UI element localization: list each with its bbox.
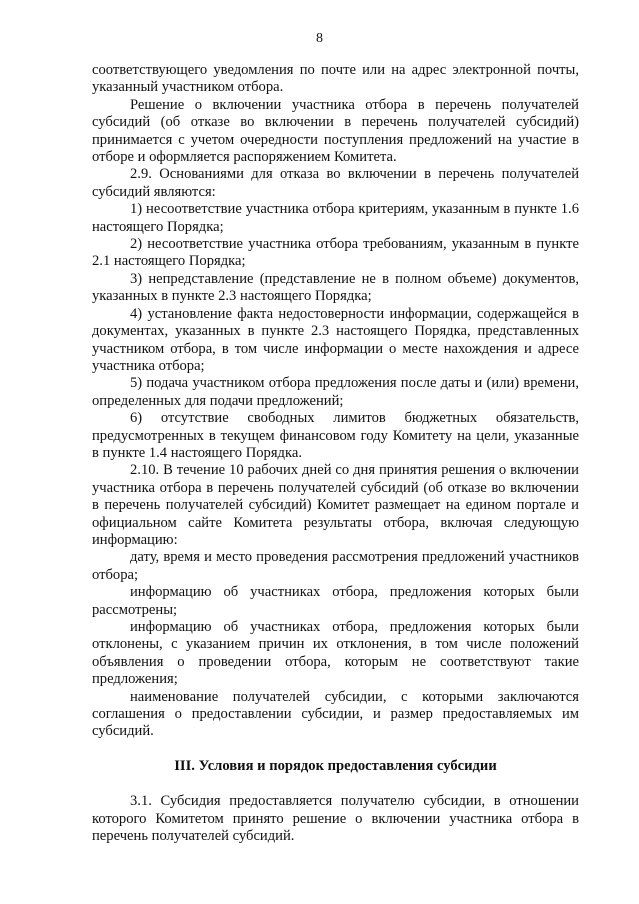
list-item: информацию об участниках отбора, предложения которых были отклонены, с указанием причин их отклонения, в том числе положений объявления о проведении отбора, которым не соответствуют такие предложения; <box>92 619 579 688</box>
list-item: 3) непредставление (представление не в полном объеме) документов, указанных в пункте 2.3 настоящего Порядка; <box>92 270 579 305</box>
list-item: 1) несоответствие участника отбора критериям, указанным в пункте 1.6 настоящего Порядка; <box>92 201 579 235</box>
section-heading: III. Условия и порядок предоставления субсидии <box>174 757 497 774</box>
list-item: 4) установление факта недостоверности информации, содержащейся в документах, указанных в пункте 2.3 настоящего Порядка, представленных участником отбора, в том числе информации о месте нахождения и адресе участника отбора; <box>92 305 579 374</box>
paragraph-clause-2-10: 2.10. В течение 10 рабочих дней со дня принятия решения о включении участника отбора в перечень получателей субсидий (об отказе во включении в перечень получателей субсидий) Комитет размещает на едином портале и официальном сайте Комитета результаты отбора, включая следующую информацию: <box>92 462 579 548</box>
list-item: наименование получателей субсидии, с которыми заключаются соглашения о предоставлении субсидии, и размер предоставляемых им субсидий. <box>92 688 579 740</box>
paragraph-clause-2-9: 2.9. Основаниями для отказа во включении в перечень получателей субсидий являются: <box>92 166 579 200</box>
list-item: информацию об участниках отбора, предложения которых были рассмотрены; <box>92 584 579 618</box>
list-item: дату, время и место проведения рассмотрения предложений участников отбора; <box>92 549 579 583</box>
list-item: 2) несоответствие участника отбора требованиям, указанным в пункте 2.1 настоящего Порядка; <box>92 236 579 270</box>
paragraph-continuation: соответствующего уведомления по почте или на адрес электронной почты, указанный участником отбора. <box>92 62 579 96</box>
document-body <box>92 62 579 845</box>
list-item: 6) отсутствие свободных лимитов бюджетных обязательств, предусмотренных в текущем финансовом году Комитету на цели, указанные в пункте 1.4 настоящего Порядка. <box>92 410 579 461</box>
list-item: 5) подача участником отбора предложения после даты и (или) времени, определенных для подачи предложений; <box>92 375 579 409</box>
paragraph-clause-3-1: 3.1. Субсидия предоставляется получателю субсидии, в отношении которого Комитетом принято решение о включении участника отбора в перечень получателей субсидий. <box>92 793 579 845</box>
paragraph: Решение о включении участника отбора в перечень получателей субсидий (об отказе во включении в перечень получателей субсидий) принимается с учетом очередности поступления предложений на участие в отборе и оформляется распоряжением Комитета. <box>92 96 579 166</box>
page-number: 8 <box>316 31 323 46</box>
